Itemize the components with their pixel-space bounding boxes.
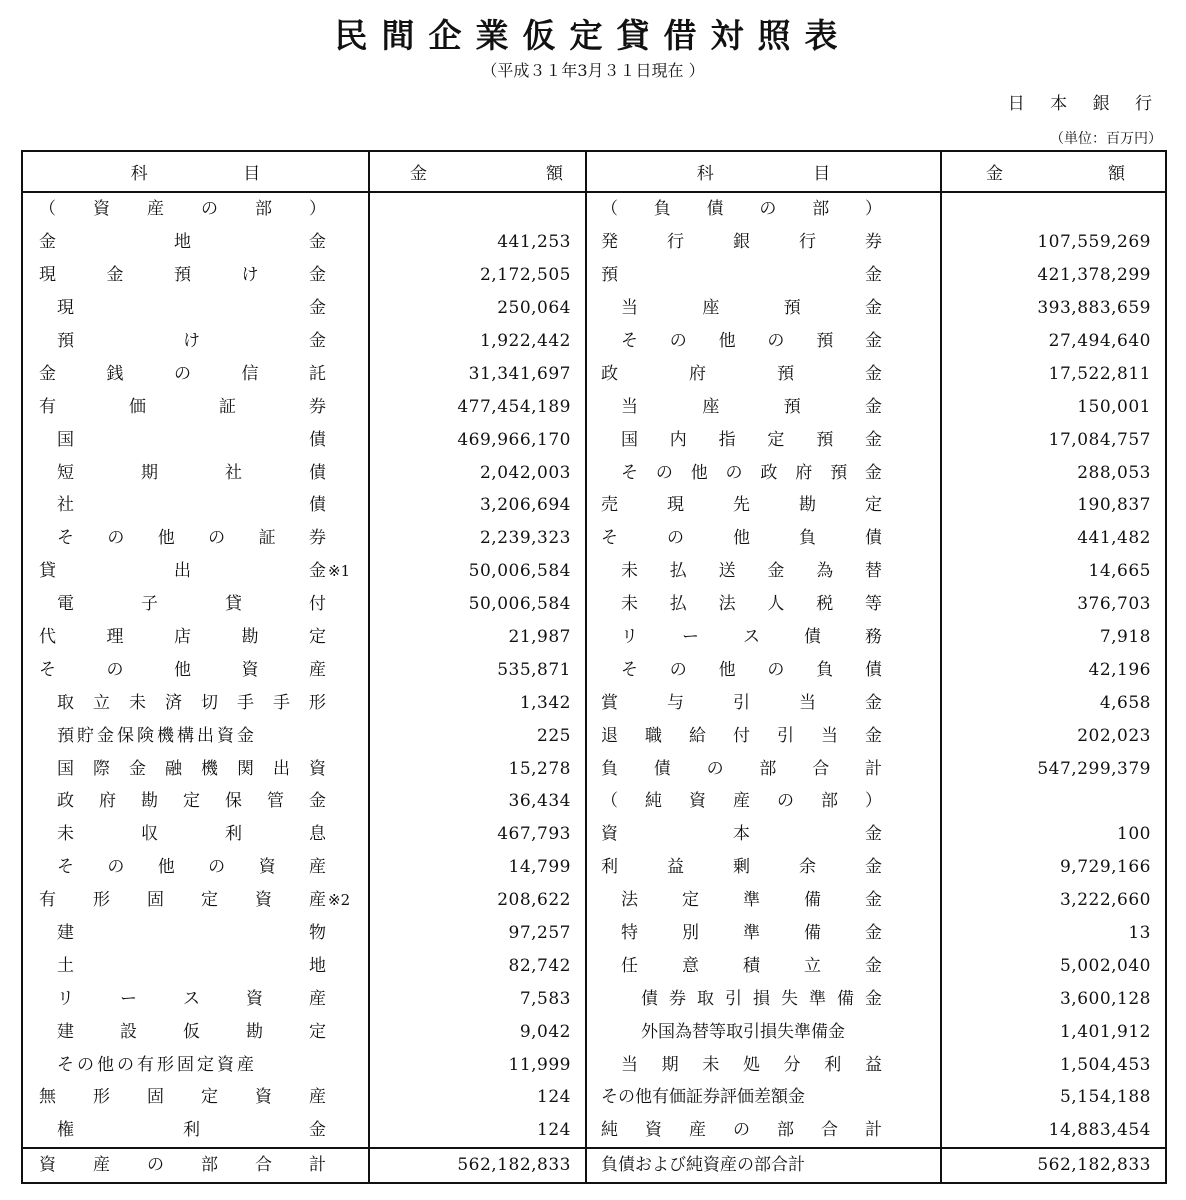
right-item-label: 未 払 法 人 税 等 — [621, 594, 882, 615]
left-item-cell — [22, 192, 369, 226]
header-amount-liabilities-b: 額 — [1108, 164, 1125, 184]
right-amount-cell: 42,196 — [941, 653, 1166, 686]
right-item-cell — [586, 192, 941, 226]
left-amount-cell: 31,341,697 — [369, 357, 586, 390]
right-item-label: 負債および純資産の部合計 — [601, 1155, 805, 1176]
left-amount-cell: 97,257 — [369, 917, 586, 950]
unit-label: （単位：百万円） — [1050, 131, 1162, 147]
left-amount-cell: 15,278 — [369, 752, 586, 785]
left-amount-cell: 441,253 — [369, 226, 586, 259]
left-item-label: 短 期 社 債 — [57, 462, 326, 483]
right-item-label: そ の 他 負 債 — [601, 528, 882, 549]
report-date: （平成３１年3月３１日現在 ） — [481, 61, 705, 80]
right-item-cell — [586, 423, 941, 456]
right-item-cell — [586, 1114, 941, 1148]
left-amount-cell: 467,793 — [369, 818, 586, 851]
right-item-label: 国 内 指 定 預 金 — [621, 429, 882, 450]
left-item-cell — [22, 292, 369, 325]
left-amount-cell: 225 — [369, 719, 586, 752]
right-item-label: 任 意 積 立 金 — [621, 955, 882, 976]
right-item-cell — [586, 325, 941, 358]
right-item-cell — [586, 489, 941, 522]
right-item-cell — [586, 555, 941, 588]
right-amount-cell: 3,222,660 — [941, 884, 1166, 917]
left-item-label: 土 地 — [57, 955, 326, 976]
left-item-cell — [22, 390, 369, 423]
table-row — [22, 785, 1166, 818]
left-amount-cell — [369, 192, 586, 226]
left-amount-cell: 2,042,003 — [369, 456, 586, 489]
table-row — [22, 1015, 1166, 1048]
left-amount-cell: 2,239,323 — [369, 522, 586, 555]
table-row — [22, 851, 1166, 884]
right-item-cell — [586, 226, 941, 259]
left-item-label: 権 利 金 — [57, 1120, 326, 1141]
right-amount-cell — [941, 192, 1166, 226]
right-amount-cell — [941, 785, 1166, 818]
left-item-label: 社 債 — [57, 495, 326, 516]
left-item-label: 電 子 貸 付 — [57, 594, 326, 615]
left-item-cell — [22, 982, 369, 1015]
header-item-assets-b: 目 — [243, 164, 261, 184]
right-item-label: 売 現 先 勘 定 — [601, 495, 882, 516]
left-amount-cell: 208,622 — [369, 884, 586, 917]
table-row — [22, 522, 1166, 555]
left-item-cell — [22, 555, 369, 588]
left-item-label: リ ー ス 資 産 — [57, 988, 326, 1009]
right-amount-cell: 421,378,299 — [941, 259, 1166, 292]
left-amount-cell: 3,206,694 — [369, 489, 586, 522]
left-amount-cell: 82,742 — [369, 949, 586, 982]
left-item-cell — [22, 1148, 369, 1183]
left-item-label: 有 形 固 定 資 産 — [39, 890, 326, 911]
table-row — [22, 1081, 1166, 1114]
header-item-liabilities-a: 科 — [696, 164, 714, 184]
left-item-cell — [22, 949, 369, 982]
right-item-label: 預 金 — [601, 265, 882, 286]
right-item-label: 政 府 預 金 — [601, 363, 882, 384]
table-row — [22, 292, 1166, 325]
left-item-label: 政 府 勘 定 保 管 金 — [57, 791, 326, 812]
right-amount-cell: 7,918 — [941, 621, 1166, 654]
right-item-cell — [586, 719, 941, 752]
right-item-cell — [586, 1081, 941, 1114]
left-item-cell — [22, 1048, 369, 1081]
left-item-cell — [22, 686, 369, 719]
table-row — [22, 357, 1166, 390]
right-amount-cell: 150,001 — [941, 390, 1166, 423]
right-amount-cell: 17,522,811 — [941, 357, 1166, 390]
left-amount-cell: 535,871 — [369, 653, 586, 686]
right-item-label: 発 行 銀 行 券 — [601, 232, 882, 253]
left-item-cell — [22, 1015, 369, 1048]
right-amount-cell: 5,154,188 — [941, 1081, 1166, 1114]
right-item-label: そ の 他 の 負 債 — [621, 659, 882, 680]
table-row — [22, 686, 1166, 719]
table-row — [22, 752, 1166, 785]
left-amount-cell: 50,006,584 — [369, 555, 586, 588]
left-item-note: ※2 — [328, 891, 351, 910]
right-item-cell — [586, 686, 941, 719]
right-amount-cell: 27,494,640 — [941, 325, 1166, 358]
left-item-label: （ 資 産 の 部 ） — [39, 199, 326, 220]
right-amount-cell: 3,600,128 — [941, 982, 1166, 1015]
left-item-label: そ の 他 の 証 券 — [57, 528, 326, 549]
left-amount-cell: 2,172,505 — [369, 259, 586, 292]
balance-sheet-table — [21, 150, 1167, 1184]
table-row — [22, 226, 1166, 259]
right-item-label: 賞 与 引 当 金 — [601, 692, 882, 713]
header-item-liabilities-b: 目 — [813, 164, 831, 184]
left-amount-cell: 11,999 — [369, 1048, 586, 1081]
right-item-cell — [586, 851, 941, 884]
left-item-label: 未 収 利 息 — [57, 824, 326, 845]
left-item-label: 無 形 固 定 資 産 — [39, 1087, 326, 1108]
left-item-label: その他の有形固定資産 — [57, 1054, 257, 1075]
right-item-label: リ ー ス 債 務 — [621, 627, 882, 648]
right-item-cell — [586, 949, 941, 982]
left-amount-cell: 124 — [369, 1081, 586, 1114]
left-item-label: 現 金 — [57, 298, 326, 319]
left-item-label: そ の 他 の 資 産 — [57, 857, 326, 878]
table-header-row — [22, 151, 1166, 192]
table-row — [22, 555, 1166, 588]
right-item-label: 債 券 取 引 損 失 準 備 金 — [641, 988, 882, 1009]
left-item-cell — [22, 588, 369, 621]
right-amount-cell: 376,703 — [941, 588, 1166, 621]
right-item-cell — [586, 456, 941, 489]
table-row — [22, 390, 1166, 423]
right-item-cell — [586, 1015, 941, 1048]
right-amount-cell: 441,482 — [941, 522, 1166, 555]
left-item-label: 取 立 未 済 切 手 手 形 — [57, 692, 326, 713]
right-amount-cell: 288,053 — [941, 456, 1166, 489]
right-item-cell — [586, 785, 941, 818]
left-amount-cell: 477,454,189 — [369, 390, 586, 423]
left-item-label: 国 際 金 融 機 関 出 資 — [57, 758, 326, 779]
right-amount-cell: 100 — [941, 818, 1166, 851]
right-item-label: その他有価証券評価差額金 — [601, 1087, 805, 1108]
right-item-cell — [586, 653, 941, 686]
right-amount-cell: 14,883,454 — [941, 1114, 1166, 1148]
right-item-label: 法 定 準 備 金 — [621, 890, 882, 911]
left-item-cell — [22, 818, 369, 851]
right-item-label: 純 資 産 の 部 合 計 — [601, 1120, 882, 1141]
table-row — [22, 719, 1166, 752]
table-row — [22, 423, 1166, 456]
left-item-label: そ の 他 資 産 — [39, 659, 326, 680]
right-item-cell — [586, 818, 941, 851]
table-row — [22, 949, 1166, 982]
left-item-label: 代 理 店 勘 定 — [39, 627, 326, 648]
right-item-label: 特 別 準 備 金 — [621, 923, 882, 944]
right-amount-cell: 14,665 — [941, 555, 1166, 588]
right-amount-cell: 17,084,757 — [941, 423, 1166, 456]
left-item-cell — [22, 917, 369, 950]
left-item-cell — [22, 1081, 369, 1114]
left-item-cell — [22, 226, 369, 259]
left-amount-cell: 36,434 — [369, 785, 586, 818]
right-item-cell — [586, 259, 941, 292]
right-amount-cell: 547,299,379 — [941, 752, 1166, 785]
left-item-cell — [22, 719, 369, 752]
page-title: 民間企業仮定貸借対照表 — [334, 16, 852, 55]
left-item-cell — [22, 752, 369, 785]
left-item-cell — [22, 423, 369, 456]
left-item-cell — [22, 1114, 369, 1148]
left-item-note: ※1 — [328, 562, 351, 581]
right-amount-cell: 1,401,912 — [941, 1015, 1166, 1048]
table-row — [22, 917, 1166, 950]
right-item-cell — [586, 1048, 941, 1081]
right-item-label: 外国為替等取引損失準備金 — [641, 1021, 845, 1042]
right-item-label: 資 本 金 — [601, 824, 882, 845]
issuer-name: 日 本 銀 行 — [1007, 94, 1162, 114]
left-amount-cell: 1,922,442 — [369, 325, 586, 358]
right-amount-cell: 13 — [941, 917, 1166, 950]
table-row — [22, 456, 1166, 489]
right-amount-cell: 107,559,269 — [941, 226, 1166, 259]
left-item-cell — [22, 489, 369, 522]
left-item-label: 預 け 金 — [57, 331, 326, 351]
left-item-label: 国 債 — [57, 429, 326, 450]
left-item-cell — [22, 456, 369, 489]
left-amount-cell: 50,006,584 — [369, 588, 586, 621]
header-amount-liabilities — [941, 151, 1166, 192]
left-amount-cell: 250,064 — [369, 292, 586, 325]
left-amount-cell: 562,182,833 — [369, 1148, 586, 1183]
left-item-label: 有 価 証 券 — [39, 396, 326, 417]
left-item-label: 建 設 仮 勘 定 — [57, 1021, 326, 1042]
left-item-label: 建 物 — [57, 923, 326, 944]
right-item-cell — [586, 522, 941, 555]
left-amount-cell: 124 — [369, 1114, 586, 1148]
right-item-label: 負 債 の 部 合 計 — [601, 758, 882, 779]
right-item-cell — [586, 884, 941, 917]
right-item-label: 当 座 預 金 — [621, 298, 882, 319]
right-item-label: 利 益 剰 余 金 — [601, 857, 882, 878]
right-amount-cell: 1,504,453 — [941, 1048, 1166, 1081]
left-amount-cell: 9,042 — [369, 1015, 586, 1048]
left-item-cell — [22, 325, 369, 358]
right-item-label: 当 期 未 処 分 利 益 — [621, 1054, 882, 1075]
right-item-cell — [586, 588, 941, 621]
right-item-label: （ 純 資 産 の 部 ） — [601, 791, 882, 812]
right-item-label: 退 職 給 付 引 当 金 — [601, 725, 882, 746]
left-item-cell — [22, 357, 369, 390]
right-amount-cell: 4,658 — [941, 686, 1166, 719]
left-item-label: 金 地 金 — [39, 232, 326, 253]
right-item-cell — [586, 752, 941, 785]
left-item-cell — [22, 522, 369, 555]
right-item-label: 未 払 送 金 為 替 — [621, 561, 882, 582]
left-amount-cell: 7,583 — [369, 982, 586, 1015]
table-row — [22, 884, 1166, 917]
right-amount-cell: 9,729,166 — [941, 851, 1166, 884]
header-amount-assets-a: 金 — [410, 164, 427, 184]
table-row — [22, 1114, 1166, 1148]
left-amount-cell: 21,987 — [369, 621, 586, 654]
right-item-cell — [586, 621, 941, 654]
left-amount-cell: 1,342 — [369, 686, 586, 719]
left-amount-cell: 469,966,170 — [369, 423, 586, 456]
table-row — [22, 621, 1166, 654]
right-item-label: そ の 他 の 預 金 — [621, 331, 882, 351]
right-amount-cell: 5,002,040 — [941, 949, 1166, 982]
left-item-cell — [22, 884, 369, 917]
table-row — [22, 982, 1166, 1015]
left-item-label: 資 産 の 部 合 計 — [39, 1155, 326, 1176]
right-item-cell — [586, 917, 941, 950]
left-item-label: 貸 出 金 — [39, 561, 326, 582]
table-row — [22, 489, 1166, 522]
left-item-cell — [22, 851, 369, 884]
header-item-liabilities — [586, 151, 941, 192]
left-amount-cell: 14,799 — [369, 851, 586, 884]
right-item-label: そ の 他 の 政 府 預 金 — [621, 462, 882, 483]
table-row — [22, 818, 1166, 851]
right-item-label: 当 座 預 金 — [621, 396, 882, 417]
left-item-cell — [22, 785, 369, 818]
header-amount-liabilities-a: 金 — [986, 164, 1003, 184]
total-row — [22, 1148, 1166, 1183]
left-item-label: 金 銭 の 信 託 — [39, 363, 326, 384]
header-amount-assets — [369, 151, 586, 192]
left-item-label: 現 金 預 け 金 — [39, 265, 326, 286]
right-amount-cell: 393,883,659 — [941, 292, 1166, 325]
right-amount-cell: 190,837 — [941, 489, 1166, 522]
table-row — [22, 259, 1166, 292]
header-amount-assets-b: 額 — [546, 164, 563, 184]
table-row — [22, 653, 1166, 686]
left-item-cell — [22, 653, 369, 686]
left-item-cell — [22, 621, 369, 654]
table-row — [22, 588, 1166, 621]
left-item-cell — [22, 259, 369, 292]
header-item-assets-a: 科 — [130, 164, 148, 184]
table-row — [22, 325, 1166, 358]
right-item-label: （ 負 債 の 部 ） — [601, 199, 882, 220]
table-row — [22, 1048, 1166, 1081]
left-item-label: 預貯金保険機構出資金 — [57, 725, 257, 746]
header-item-assets — [22, 151, 369, 192]
table-row — [22, 192, 1166, 226]
right-amount-cell: 562,182,833 — [941, 1148, 1166, 1183]
right-item-cell — [586, 390, 941, 423]
right-item-cell — [586, 357, 941, 390]
right-item-cell — [586, 982, 941, 1015]
right-item-cell — [586, 1148, 941, 1183]
right-amount-cell: 202,023 — [941, 719, 1166, 752]
right-item-cell — [586, 292, 941, 325]
